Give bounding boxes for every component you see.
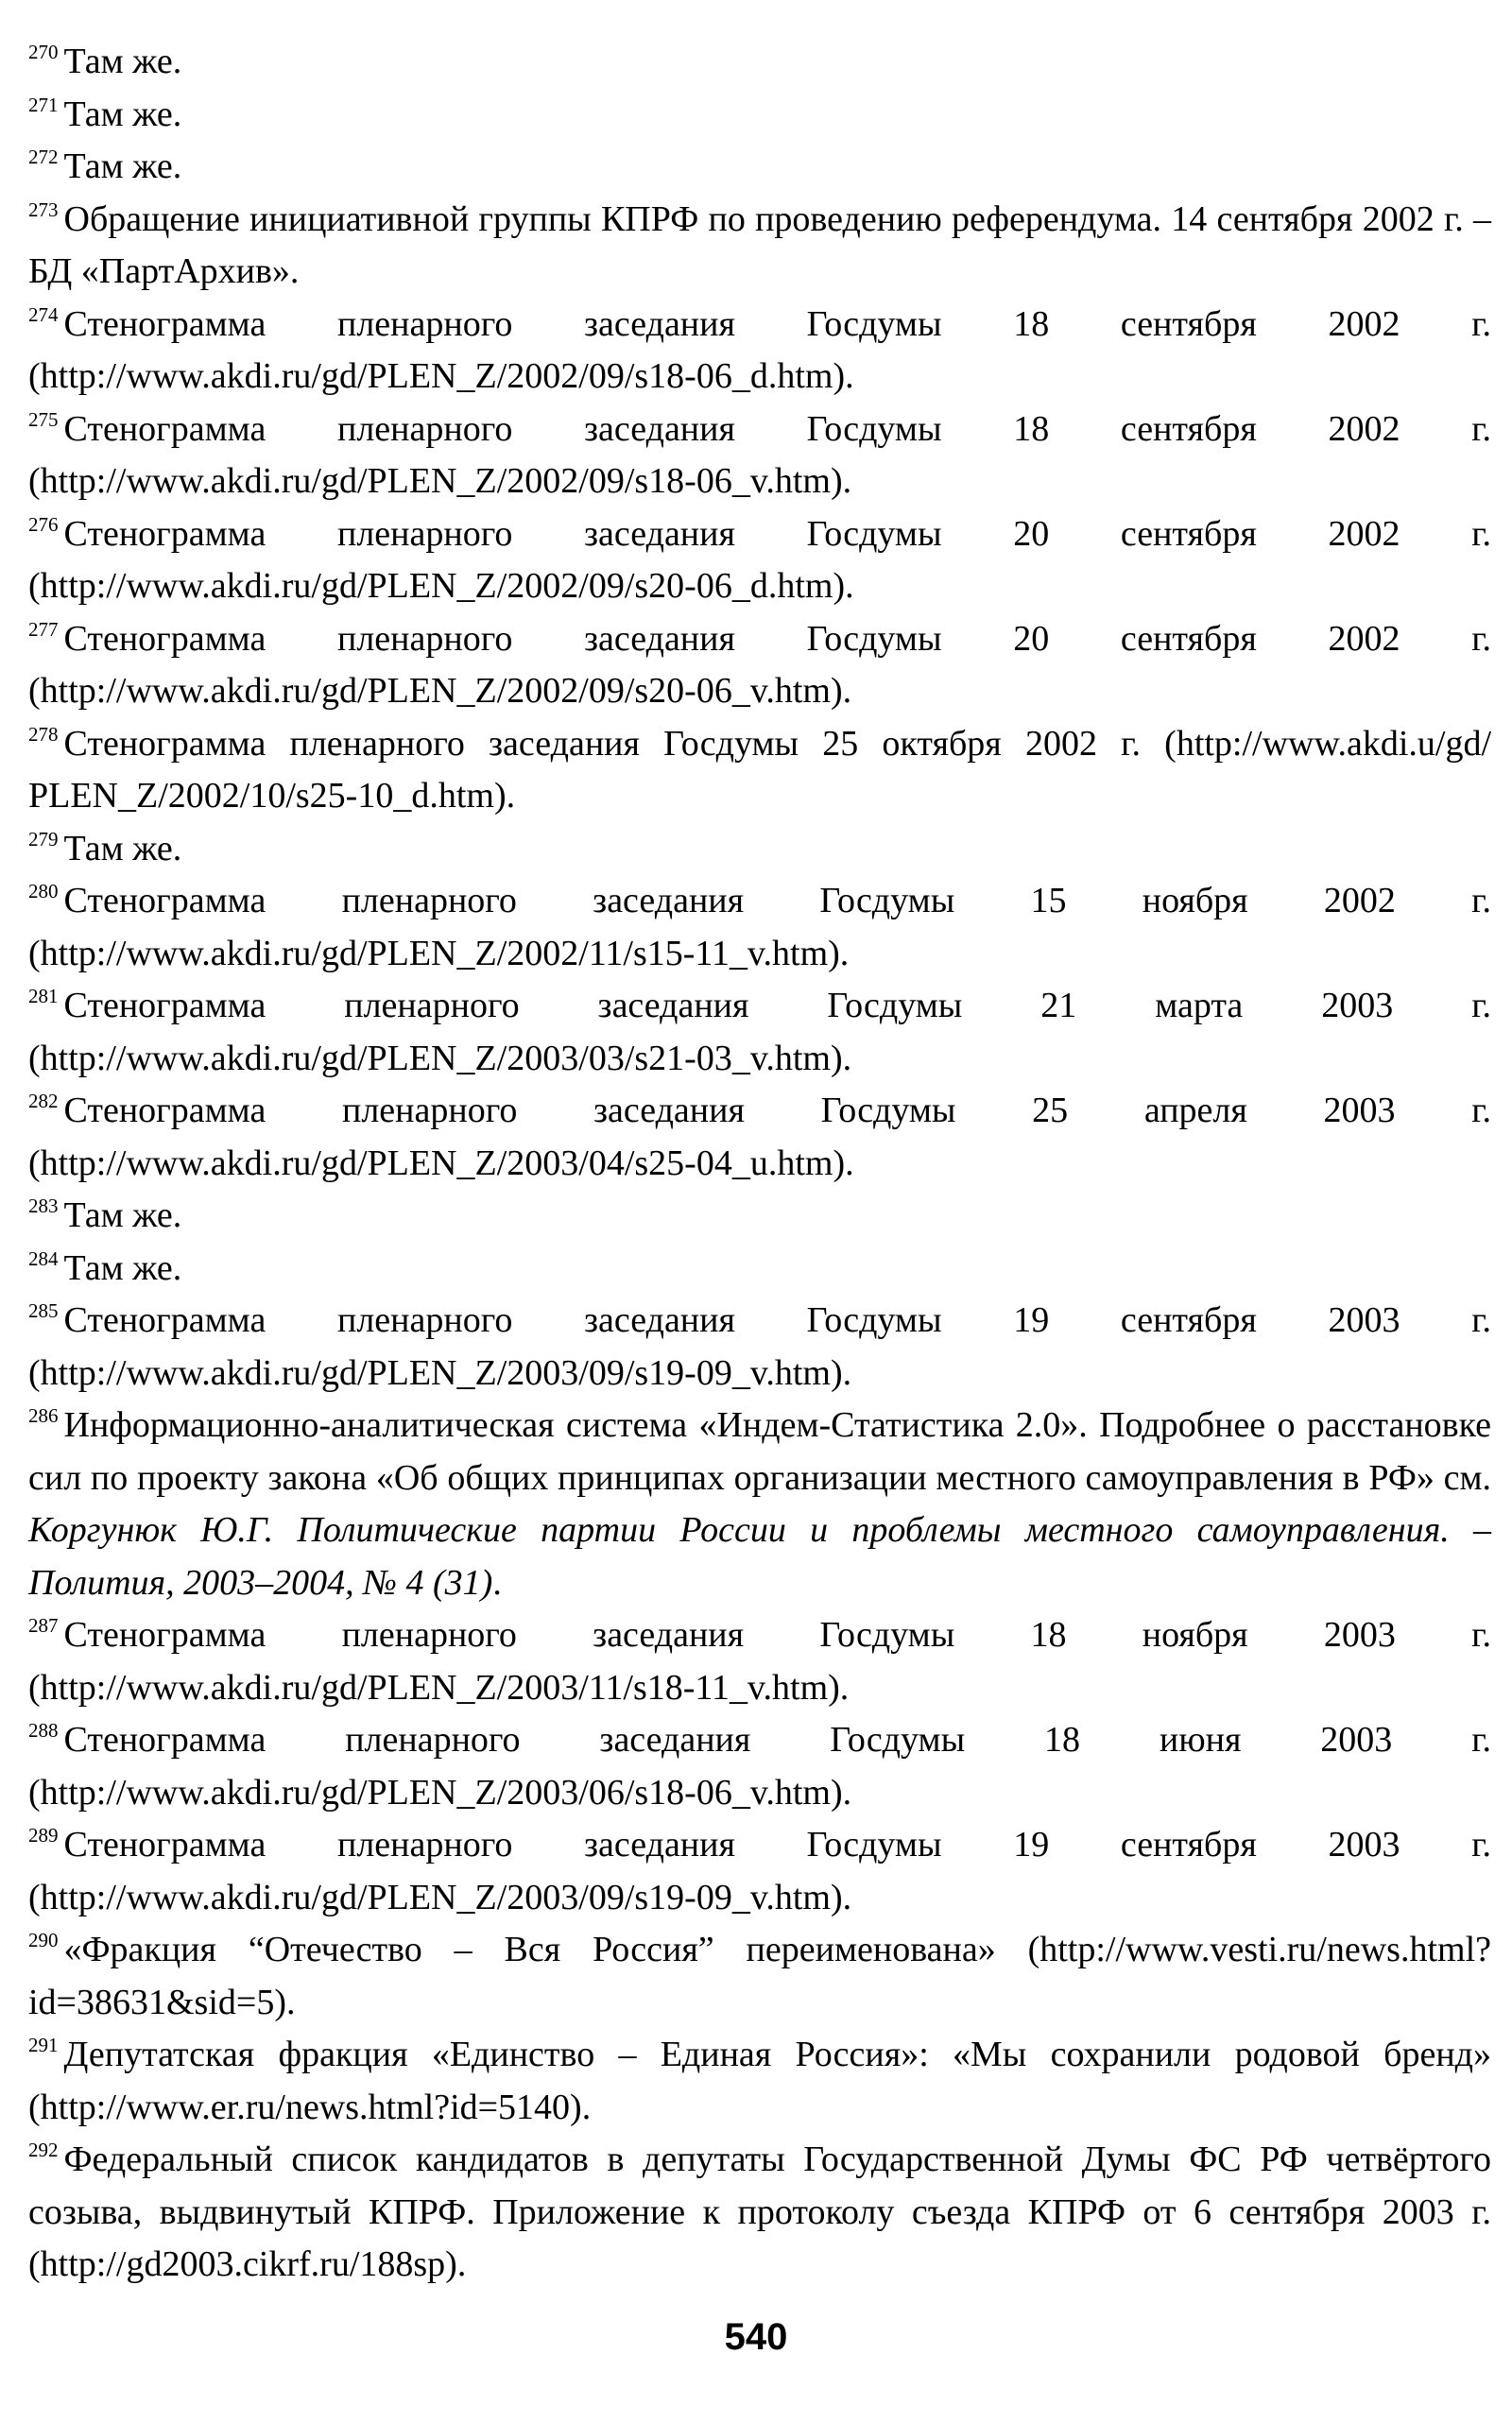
footnote-text: Стенограмма пленарного заседания Госдумы 19 сентября 2003 г. (http://www.akdi.ru/gd/PLEN_Z/2003/09/s19-09_v.htm).: [28, 1300, 1491, 1393]
footnote-number: 282: [28, 1090, 59, 1112]
footnote-number: 270: [28, 41, 59, 63]
footnote-text: Депутатская фракция «Единство – Единая Россия»: «Мы сохранили родовой бренд» (http://www.er.ru/news.html?id=5140).: [28, 2035, 1491, 2127]
footnote-text: Федеральный список кандидатов в депутаты Государственной Думы ФС РФ четвёртого созыва, выдвинутый КПРФ. Приложение к протоколу съезда КПРФ от 6 сентября 2003 г. (http://gd2003.cikrf.ru/188sp).: [28, 2139, 1491, 2284]
footnote-289: [28, 1819, 1491, 1924]
footnote-number: 292: [28, 2139, 59, 2161]
footnote-text: Информационно-аналитическая система «Индем-Статистика 2.0». Подробнее о расстановке сил по проекту закона «Об общих принципах организации местного самоуправления в РФ» см.: [28, 1405, 1491, 1498]
footnote-text: Там же.: [63, 94, 182, 134]
footnote-text: Стенограмма пленарного заседания Госдумы 15 ноября 2002 г. (http://www.akdi.ru/gd/PLEN_Z/2002/11/s15-11_v.htm).: [28, 881, 1491, 973]
footnote-280: [28, 875, 1491, 980]
footnote-279: [28, 823, 1491, 876]
footnote-273: [28, 194, 1491, 299]
footnote-number: 287: [28, 1614, 59, 1637]
footnote-292: [28, 2134, 1491, 2292]
footnote-290: [28, 1924, 1491, 2029]
footnote-text: Стенограмма пленарного заседания Госдумы 18 июня 2003 г. (http://www.akdi.ru/gd/PLEN_Z/2003/06/s18-06_v.htm).: [28, 1720, 1491, 1813]
footnote-text: Стенограмма пленарного заседания Госдумы 21 марта 2003 г. (http://www.akdi.ru/gd/PLEN_Z/2003/03/s21-03_v.htm).: [28, 986, 1491, 1078]
footnote-number: 279: [28, 827, 59, 851]
footnote-284: [28, 1243, 1491, 1296]
footnote-278: [28, 718, 1491, 823]
footnote-text: Там же.: [63, 42, 182, 81]
footnote-number: 285: [28, 1299, 59, 1322]
footnote-281: [28, 980, 1491, 1085]
footnote-272: [28, 141, 1491, 194]
footnote-277: [28, 613, 1491, 718]
footnote-text: Стенограмма пленарного заседания Госдумы 19 сентября 2003 г. (http://www.akdi.ru/gd/PLEN_Z/2003/09/s19-09_v.htm).: [28, 1825, 1491, 1917]
footnote-text: Стенограмма пленарного заседания Госдумы 20 сентября 2002 г. (http://www.akdi.ru/gd/PLEN_Z/2002/09/s20-06_v.htm).: [28, 618, 1491, 711]
footnote-text: Там же.: [63, 146, 182, 186]
footnote-number: 289: [28, 1824, 59, 1847]
footnote-number: 275: [28, 407, 59, 431]
footnote-text: Там же.: [63, 828, 182, 868]
footnote-number: 276: [28, 512, 59, 536]
footnote-text: Стенограмма пленарного заседания Госдумы 25 октября 2002 г. (http://www.akdi.u/gd/ PLEN_Z/2002/10/s25-10_d.htm).: [28, 723, 1491, 816]
footnote-text: «Фракция “Отечество – Вся Россия” переименована» (http://www.vesti.ru/news.html?id=38631&sid=5).: [28, 1930, 1491, 2022]
footnote-number: 272: [28, 146, 59, 168]
footnote-286: [28, 1400, 1491, 1609]
footnote-270: [28, 36, 1491, 89]
footnote-number: 274: [28, 302, 59, 326]
footnote-number: 284: [28, 1246, 59, 1270]
footnote-288: [28, 1714, 1491, 1819]
footnote-text: Там же.: [63, 1247, 182, 1288]
footnote-276: [28, 508, 1491, 613]
footnote-text: Обращение инициативной группы КПРФ по проведению референдума. 14 сентября 2002 г. – БД «ПартАрхив».: [28, 198, 1491, 291]
footnote-274: [28, 299, 1491, 404]
footnote-number: 273: [28, 198, 59, 221]
footnote-text: Там же.: [63, 1195, 182, 1235]
footnote-287: [28, 1609, 1491, 1714]
footnote-number: 283: [28, 1194, 59, 1217]
footnote-text: Стенограмма пленарного заседания Госдумы 18 сентября 2002 г. (http://www.akdi.ru/gd/PLEN_Z/2002/09/s18-06_d.htm).: [28, 303, 1491, 396]
footnote-number: 271: [28, 93, 59, 116]
footnote-number: 286: [28, 1404, 59, 1427]
footnote-text: Стенограмма пленарного заседания Госдумы 18 сентября 2002 г. (http://www.akdi.ru/gd/PLEN_Z/2002/09/s18-06_v.htm).: [28, 408, 1491, 501]
footnote-285: [28, 1295, 1491, 1400]
footnote-citation-italic: Коргунюк Ю.Г. Политические партии России и проблемы местного самоуправления. – Полития, 2003–2004, № 4 (31): [28, 1510, 1491, 1603]
footnote-number: 291: [28, 2034, 59, 2056]
footnote-291: [28, 2029, 1491, 2134]
footnote-number: 277: [28, 617, 59, 641]
footnote-text: Стенограмма пленарного заседания Госдумы 18 ноября 2003 г. (http://www.akdi.ru/gd/PLEN_Z/2003/11/s18-11_v.htm).: [28, 1615, 1491, 1708]
footnote-number: 278: [28, 722, 59, 746]
footnote-275: [28, 404, 1491, 508]
footnote-text: Стенограмма пленарного заседания Госдумы 25 апреля 2003 г. (http://www.akdi.ru/gd/PLEN_Z/2003/04/s25-04_u.htm).: [28, 1091, 1491, 1183]
footnote-283: [28, 1190, 1491, 1243]
page-number: 540: [724, 2316, 788, 2358]
footnote-number: 280: [28, 880, 59, 902]
footnote-number: 281: [28, 985, 59, 1007]
footnote-number: 288: [28, 1719, 59, 1742]
footnote-text: Стенограмма пленарного заседания Госдумы 20 сентября 2002 г. (http://www.akdi.ru/gd/PLEN_Z/2002/09/s20-06_d.htm).: [28, 513, 1491, 606]
footnotes-list: [28, 36, 1491, 2292]
footnote-citation-tail: .: [492, 1562, 502, 1603]
footnote-number: 290: [28, 1929, 59, 1951]
footnote-271: [28, 89, 1491, 142]
footnote-282: [28, 1085, 1491, 1190]
